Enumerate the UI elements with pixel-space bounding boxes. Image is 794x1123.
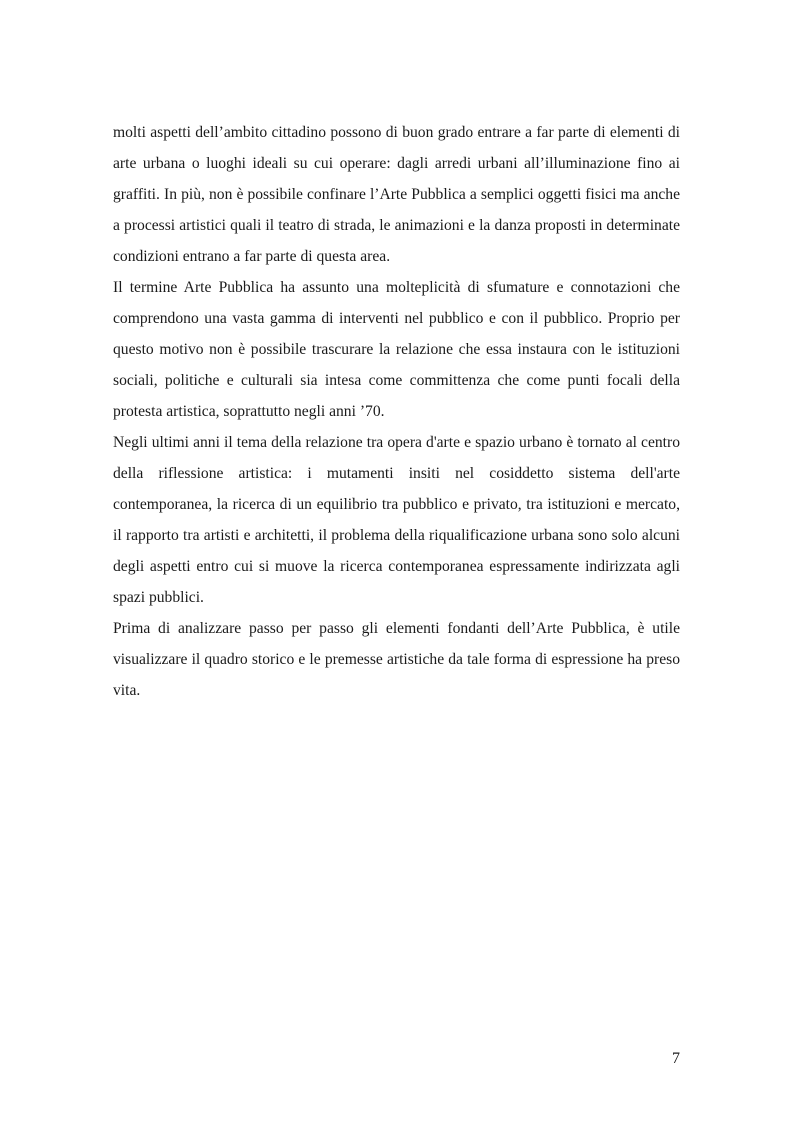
paragraph-2: Il termine Arte Pubblica ha assunto una molteplicità di sfumature e connotazioni che comprendono una vasta gamma di interventi nel pubblico e con il pubblico. Proprio per questo motivo non è possibile trascurare la relazione che essa instaura con le istituzioni sociali, politiche e culturali sia intesa come committenza che come punti focali della protesta artistica, soprattutto negli anni ’70. (113, 279, 680, 420)
page-number: 7 (672, 1050, 680, 1067)
paragraph-1: molti aspetti dell’ambito cittadino possono di buon grado entrare a far parte di elementi di arte urbana o luoghi ideali su cui operare: dagli arredi urbani all’illuminazione fino ai graffiti. In più, non è possibile confinare l’Arte Pubblica a semplici oggetti fisici ma anche a processi artistici quali il teatro di strada, le animazioni e la danza proposti in determinate condizioni entrano a far parte di questa area. (113, 124, 680, 265)
paragraph-4: Prima di analizzare passo per passo gli elementi fondanti dell’Arte Pubblica, è utile visualizzare il quadro storico e le premesse artistiche da tale forma di espressione ha preso vita. (113, 620, 680, 699)
paragraph-3: Negli ultimi anni il tema della relazione tra opera d'arte e spazio urbano è tornato al centro della riflessione artistica: i mutamenti insiti nel cosiddetto sistema dell'arte contemporanea, la ricerca di un equilibrio tra pubblico e privato, tra istituzioni e mercato, il rapporto tra artisti e architetti, il problema della riqualificazione urbana sono solo alcuni degli aspetti entro cui si muove la ricerca contemporanea espressamente indirizzata agli spazi pubblici. (113, 434, 680, 606)
body-text (113, 117, 680, 706)
